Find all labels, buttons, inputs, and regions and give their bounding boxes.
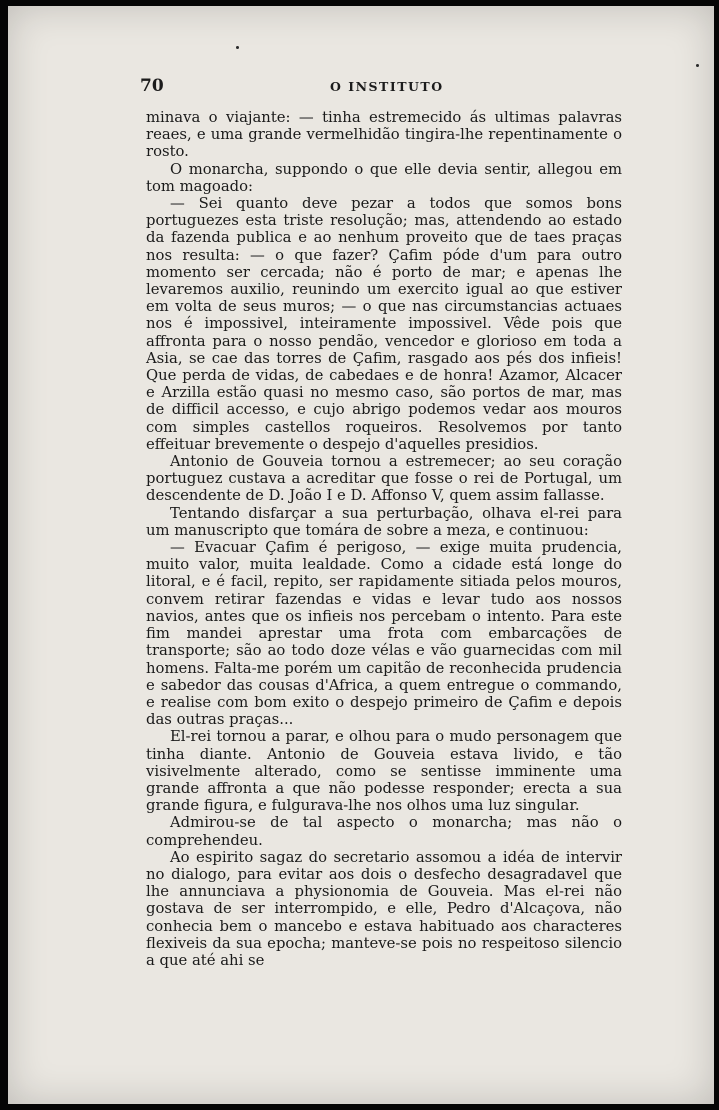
dust-speck	[696, 64, 699, 67]
paragraph: Admirou-se de tal aspecto o monarcha; mas não o comprehendeu.	[146, 814, 622, 849]
paragraph: — Evacuar Çafim é perigoso, — exige muita prudencia, muito valor, muita lealdade. Como a cidade está longe do litoral, e é facil, repito, ser rapidamente sitiada pelos mouros, convem retirar fazendas e vidas e levar tudo aos nossos navios, antes que os infieis nos percebam o intento. Para este fim mandei aprestar uma frota com embarcações de transporte; são ao todo doze vélas e vão guarnecidas com mil homens. Falta-me porém um capitão de reconhecida prudencia e sabedor das cousas d'Africa, a quem entregue o commando, e realise com bom exito o despejo primeiro de Çafim e depois das outras praças...	[146, 539, 622, 729]
paragraph: Ao espirito sagaz do secretario assomou a idéa de intervir no dialogo, para evitar aos dois o desfecho desagradavel que lhe annunciava a physionomia de Gouveia. Mas el-rei não gostava de ser interrompido, e elle, Pedro d'Alcaçova, não conhecia bem o mancebo e estava habituado aos characteres flexiveis da sua epocha; manteve-se pois no respeitoso silencio a que até ahi se	[146, 848, 622, 969]
running-head: O INSTITUTO	[330, 79, 444, 94]
page-header	[140, 76, 620, 102]
paragraph: — Sei quanto deve pezar a todos que somos bons portuguezes esta triste resolução; mas, attendendo ao estado da fazenda publica e ao nenhum proveito que de taes praças nos resulta: — o que fazer? Çafim póde d'um para outro momento ser cercada; não é porto de mar; e apenas lhe levaremos auxilio, reunindo um exercito igual ao que estiver em volta de seus muros; — o que nas circumstancias actuaes nos é impossivel, inteiramente impossivel. Vêde pois que affronta para o nosso pendão, vencedor e glorioso em toda a Asia, se cae das torres de Çafim, rasgado aos pés dos infieis! Que perda de vidas, de cabedaes e de honra! Azamor, Alcacer e Arzilla estão quasi no mesmo caso, são portos de mar, mas de difficil accesso, e cujo abrigo podemos vedar aos mouros com simples castellos roqueiros. Resolvemos por tanto effeituar brevemente o despejo d'aquelles presidios.	[146, 195, 622, 453]
page-number: 70	[140, 76, 164, 96]
paragraph: Antonio de Gouveia tornou a estremecer; ao seu coração portuguez custava a acreditar que fosse o rei de Portugal, um descendente de D. João I e D. Affonso V, quem assim fallasse.	[146, 453, 622, 505]
paragraph: O monarcha, suppondo o que elle devia sentir, allegou em tom magoado:	[146, 160, 622, 195]
paragraph: minava o viajante: — tinha estremecido ás ultimas palavras reaes, e uma grande vermelhidão tingira-lhe repentinamente o rosto.	[146, 109, 622, 161]
paragraph: El-rei tornou a parar, e olhou para o mudo personagem que tinha diante. Antonio de Gouveia estava livido, e tão visivelmente alterado, como se sentisse imminente uma grande affronta a que não podesse responder; erecta a sua grande figura, e fulgurava-lhe nos olhos uma luz singular.	[146, 728, 622, 815]
paragraph: Tentando disfarçar a sua perturbação, olhava el-rei para um manuscripto que tomára de sobre a meza, e continuou:	[146, 504, 622, 539]
body-text	[146, 109, 622, 969]
dust-speck	[236, 46, 239, 49]
